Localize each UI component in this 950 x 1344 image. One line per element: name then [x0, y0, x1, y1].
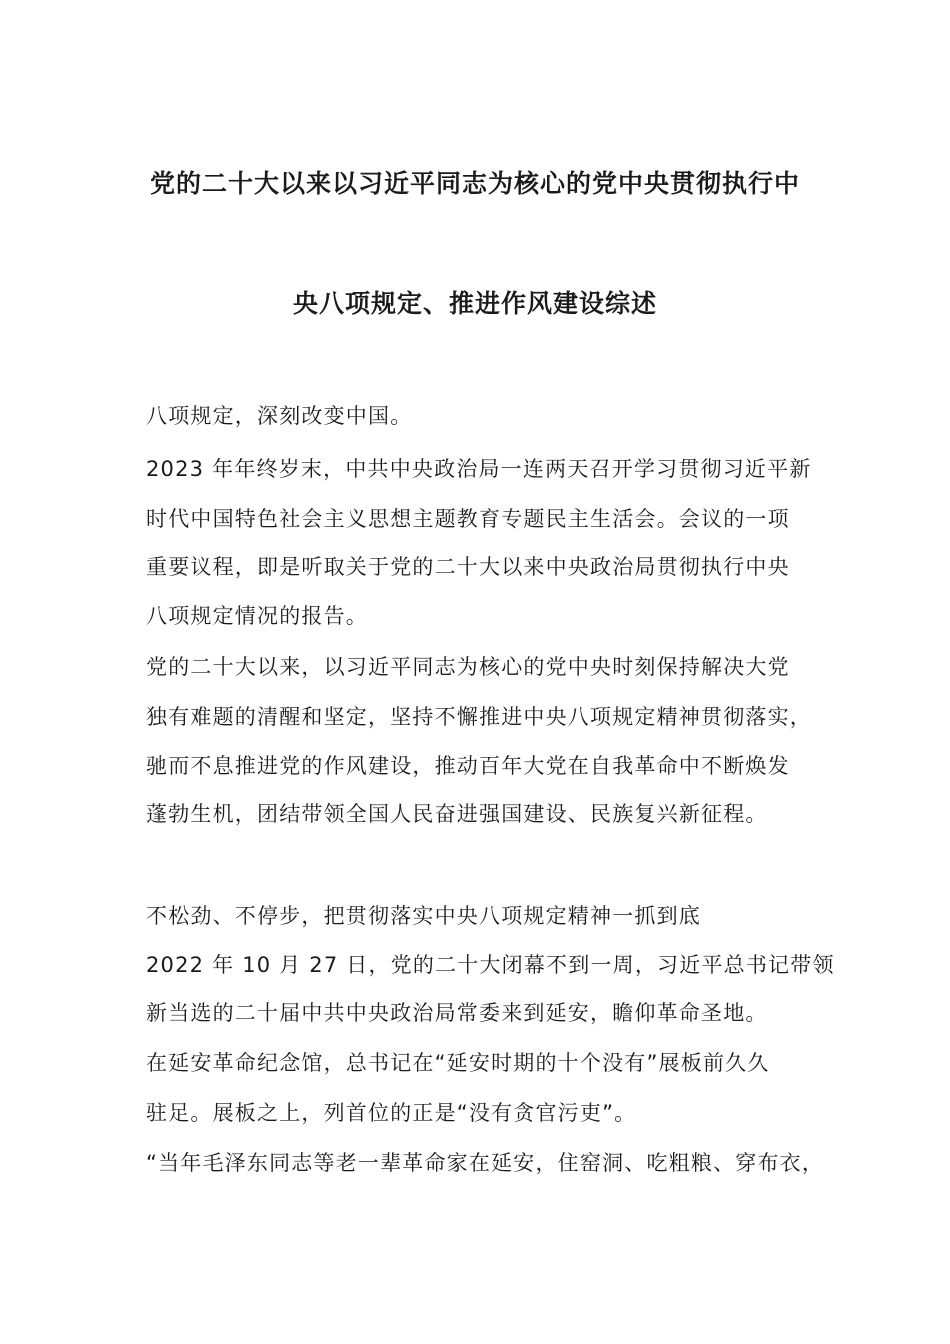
- document-title-line-1: 党的二十大以来以习近平同志为核心的党中央贯彻执行中: [149, 169, 800, 198]
- paragraph-line: 重要议程，即是听取关于党的二十大以来中央政治局贯彻执行中央: [146, 555, 790, 579]
- paragraph-line: 八项规定，深刻改变中国。: [146, 404, 413, 428]
- paragraph-line: 时代中国特色社会主义思想主题教育专题民主生活会。会议的一项: [146, 507, 790, 531]
- paragraph-line: 党的二十大以来，以习近平同志为核心的党中央时刻保持解决大党: [146, 655, 790, 679]
- paragraph-line: 2022 年 10 月 27 日，党的二十大闭幕不到一周，习近平总书记带领: [146, 953, 835, 977]
- paragraph-line: 八项规定情况的报告。: [146, 604, 368, 628]
- document-title-line-2: 央八项规定、推进作风建设综述: [292, 289, 657, 318]
- paragraph-line: 2023 年年终岁末，中共中央政治局一连两天召开学习贯彻习近平新: [146, 457, 812, 481]
- paragraph-line: 蓬勃生机，团结带领全国人民奋进强国建设、民族复兴新征程。: [146, 802, 768, 826]
- paragraph-line: 新当选的二十届中共中央政治局常委来到延安，瞻仰革命圣地。: [146, 1001, 768, 1025]
- paragraph-line: 驰而不息推进党的作风建设，推动百年大党在自我革命中不断焕发: [146, 754, 790, 778]
- paragraph-line: 驻足。展板之上，列首位的正是“没有贪官污吏”。: [146, 1101, 637, 1125]
- paragraph-line: “当年毛泽东同志等老一辈革命家在延安，住窑洞、吃粗粮、穿布衣，: [146, 1151, 825, 1175]
- paragraph-line: 在延安革命纪念馆，总书记在“延安时期的十个没有”展板前久久: [146, 1051, 770, 1075]
- paragraph-line: 独有难题的清醒和坚定，坚持不懈推进中央八项规定精神贯彻落实，: [146, 705, 812, 729]
- section-heading: 不松劲、不停步，把贯彻落实中央八项规定精神一抓到底: [146, 904, 701, 928]
